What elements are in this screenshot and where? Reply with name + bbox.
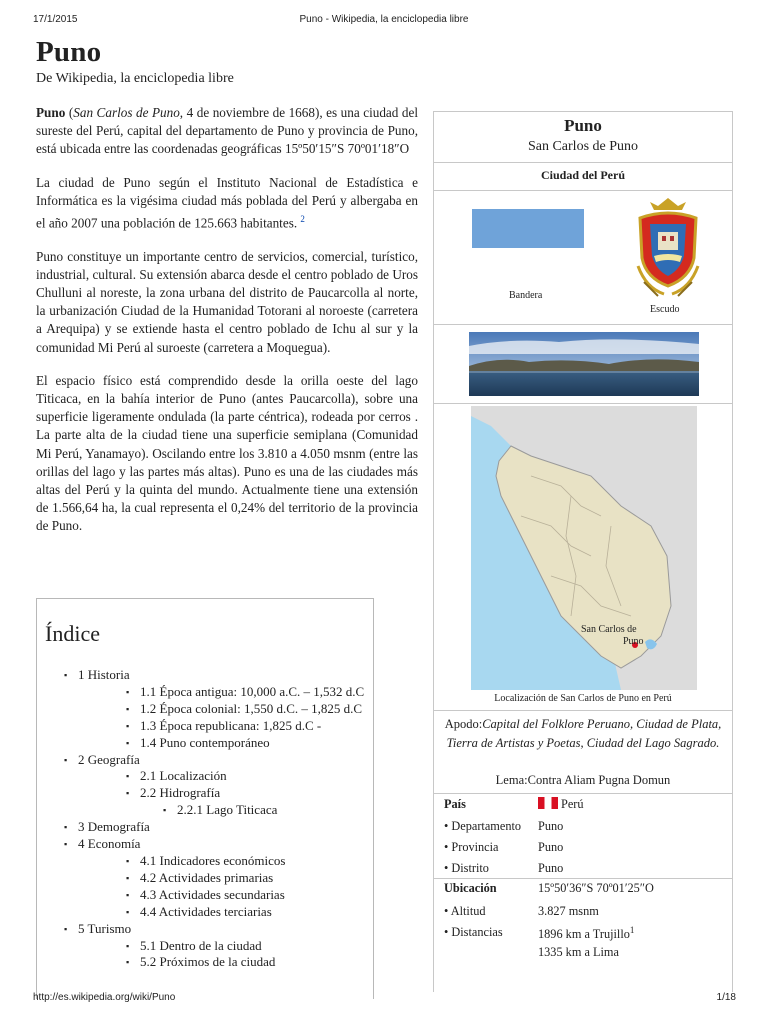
flag-label: Bandera bbox=[509, 290, 543, 301]
toc-item[interactable]: ▪ 4.4 Actividades terciarias bbox=[64, 904, 364, 921]
article-body bbox=[36, 104, 418, 551]
row-key: • Departamento bbox=[444, 819, 522, 833]
table-of-contents bbox=[36, 598, 374, 999]
toc-item[interactable]: ▪ 5.1 Dentro de la ciudad bbox=[64, 938, 364, 955]
toc-item[interactable]: ▪ 1.4 Puno contemporáneo bbox=[64, 735, 364, 752]
intro-italic-name: San Carlos de Puno bbox=[73, 105, 180, 120]
divider bbox=[434, 324, 732, 325]
motto bbox=[434, 773, 732, 788]
toc-heading: Índice bbox=[45, 621, 100, 646]
distance-lima: 1335 km a Lima bbox=[538, 945, 619, 959]
print-date: 17/1/2015 bbox=[33, 14, 78, 25]
paragraph-intro bbox=[36, 104, 418, 159]
page-number: 1/18 bbox=[716, 992, 736, 1003]
paragraph-geography: El espacio físico está comprendido desde la orilla oeste del lago Titicaca, en la bahía interior de Puno (antes Paucarcolla), sobre una superficie ligeramente ondulada (la parte céntrica), rodeada por cerros . La parte alta de la ciudad tiene una superficie semiplana (Comunidad Mi Perú, Yanamayo). Oscilando entre los 3.810 a 4.050 msnm (entre las orillas del lago y las partes más altas). Puno es una de las ciudades más altas del Perú y la quinta del mundo. Actualmente tiene una extensión de 1.566,64 ha, la cual representa el 0,24% del territorio de la provincia de Puno. bbox=[36, 372, 418, 534]
divider bbox=[434, 162, 732, 163]
row-key: País bbox=[444, 797, 466, 811]
shield-label: Escudo bbox=[650, 304, 680, 315]
toc-item[interactable]: ▪ 4.1 Indicadores económicos bbox=[64, 853, 364, 870]
toc-item[interactable]: ▪ 3 Demografía bbox=[64, 819, 364, 836]
coat-of-arms-image[interactable] bbox=[634, 196, 702, 298]
toc-item[interactable]: ▪ 4.3 Actividades secundarias bbox=[64, 887, 364, 904]
toc-item[interactable]: ▪ 1.3 Época republicana: 1,825 d.C - bbox=[64, 718, 364, 735]
row-key: • Distrito bbox=[444, 861, 489, 875]
row-key: Ubicación bbox=[444, 881, 497, 895]
print-url: http://es.wikipedia.org/wiki/Puno bbox=[33, 992, 176, 1003]
toc-item[interactable]: ▪ 2.1 Localización bbox=[64, 768, 364, 785]
country-link[interactable]: Perú bbox=[561, 797, 584, 811]
divider bbox=[434, 190, 732, 191]
infobox-title: Puno bbox=[564, 116, 602, 135]
distance-trujillo: 1896 km a Trujillo bbox=[538, 927, 630, 942]
row-key: • Distancias bbox=[444, 925, 503, 939]
divider bbox=[434, 710, 732, 711]
motto-value: Contra Aliam Pugna Domun bbox=[527, 773, 671, 787]
divider bbox=[434, 793, 732, 794]
department-link[interactable]: Puno bbox=[538, 819, 564, 833]
infobox-category: Ciudad del Perú bbox=[540, 168, 625, 182]
toc-item[interactable]: ▪ 5.2 Próximos de la ciudad bbox=[64, 954, 364, 971]
print-title: Puno - Wikipedia, la enciclopedia libre bbox=[299, 14, 469, 25]
divider bbox=[434, 878, 732, 879]
toc-item[interactable]: ▪ 4 Economía bbox=[64, 836, 364, 853]
map-caption: Localización de San Carlos de Puno en Perú bbox=[494, 693, 672, 704]
toc-item[interactable]: ▪ 1.1 Época antigua: 10,000 a.C. – 1,532 d.C bbox=[64, 684, 364, 701]
paragraph-population bbox=[36, 174, 418, 233]
infobox-subtitle: San Carlos de Puno bbox=[527, 139, 639, 154]
nickname bbox=[434, 715, 732, 753]
toc-item[interactable]: ▪ 2 Geografía bbox=[64, 752, 364, 769]
toc-item[interactable]: ▪ 2.2.1 Lago Titicaca bbox=[64, 802, 364, 819]
city-flag-image[interactable] bbox=[472, 209, 584, 248]
intro-text: , 4 de noviembre de 1668), es una ciudad del sureste del Perú, capital del departamento de Puno y provincia de Puno, está ubicada entre las coordenadas geográficas 15º50′15″S 70º01′18″O bbox=[36, 105, 419, 157]
row-key: • Provincia bbox=[444, 840, 499, 854]
toc-item[interactable]: ▪ 1 Historia bbox=[64, 667, 364, 684]
row-value bbox=[538, 925, 634, 942]
province-link[interactable]: Puno bbox=[538, 840, 564, 854]
toc-list bbox=[64, 667, 364, 971]
divider bbox=[434, 403, 732, 404]
citation-link[interactable]: 1 bbox=[629, 925, 635, 935]
location-map[interactable] bbox=[471, 406, 697, 690]
row-value bbox=[538, 797, 584, 812]
row-key: • Altitud bbox=[444, 904, 486, 918]
nickname-value: Capital del Folklore Peruano, Ciudad de Plata, Tierra de Artistas y Poetas, Ciudad del Lago Sagrado. bbox=[446, 717, 722, 750]
toc-item[interactable]: ▪ 2.2 Hidrografía bbox=[64, 785, 364, 802]
paragraph-services: Puno constituye un importante centro de servicios, comercial, turístico, industrial, cultural. Su extensión abarca desde el centro poblado de Uros Chulluni al noreste, la zona urbana del distrito de Paucarcolla al norte, la urbanización Ciudad de la Humanidad Totorani al noroeste (carretera a Arequipa) y se extiende hasta el centro poblado de Ichu al sur y la comunidad Mi Perú al suroeste (carretera a Moquegua). bbox=[36, 248, 418, 355]
citation-link[interactable]: 2 bbox=[300, 214, 305, 225]
page-title: Puno bbox=[36, 36, 102, 68]
page-subtitle: De Wikipedia, la enciclopedia libre bbox=[36, 71, 234, 86]
city-panorama-photo[interactable] bbox=[469, 332, 699, 396]
map-city-label: San Carlos de bbox=[581, 624, 637, 635]
nickname-label: Apodo: bbox=[444, 717, 483, 731]
intro-paren: ( bbox=[65, 105, 74, 120]
toc-item[interactable]: ▪ 4.2 Actividades primarias bbox=[64, 870, 364, 887]
infobox bbox=[433, 111, 733, 992]
map-city-label-2: Puno bbox=[623, 636, 644, 647]
population-text: La ciudad de Puno según el Instituto Nacional de Estadística e Informática es la vigésima ciudad más poblada del Perú y albergaba en el año 2007 una población de 125.663 habitantes. bbox=[36, 174, 418, 231]
row-value: 3.827 msnm bbox=[538, 904, 599, 918]
peru-flag-icon bbox=[538, 797, 558, 809]
motto-label: Lema: bbox=[495, 773, 528, 787]
intro-bold-name: Puno bbox=[36, 105, 66, 120]
toc-item[interactable]: ▪ 1.2 Época colonial: 1,550 d.C. – 1,825 d.C bbox=[64, 701, 364, 718]
toc-item[interactable]: ▪ 5 Turismo bbox=[64, 921, 364, 938]
district-link[interactable]: Puno bbox=[538, 861, 564, 875]
coordinates-link[interactable]: 15º50′36″S 70º01′25″O bbox=[538, 881, 654, 895]
